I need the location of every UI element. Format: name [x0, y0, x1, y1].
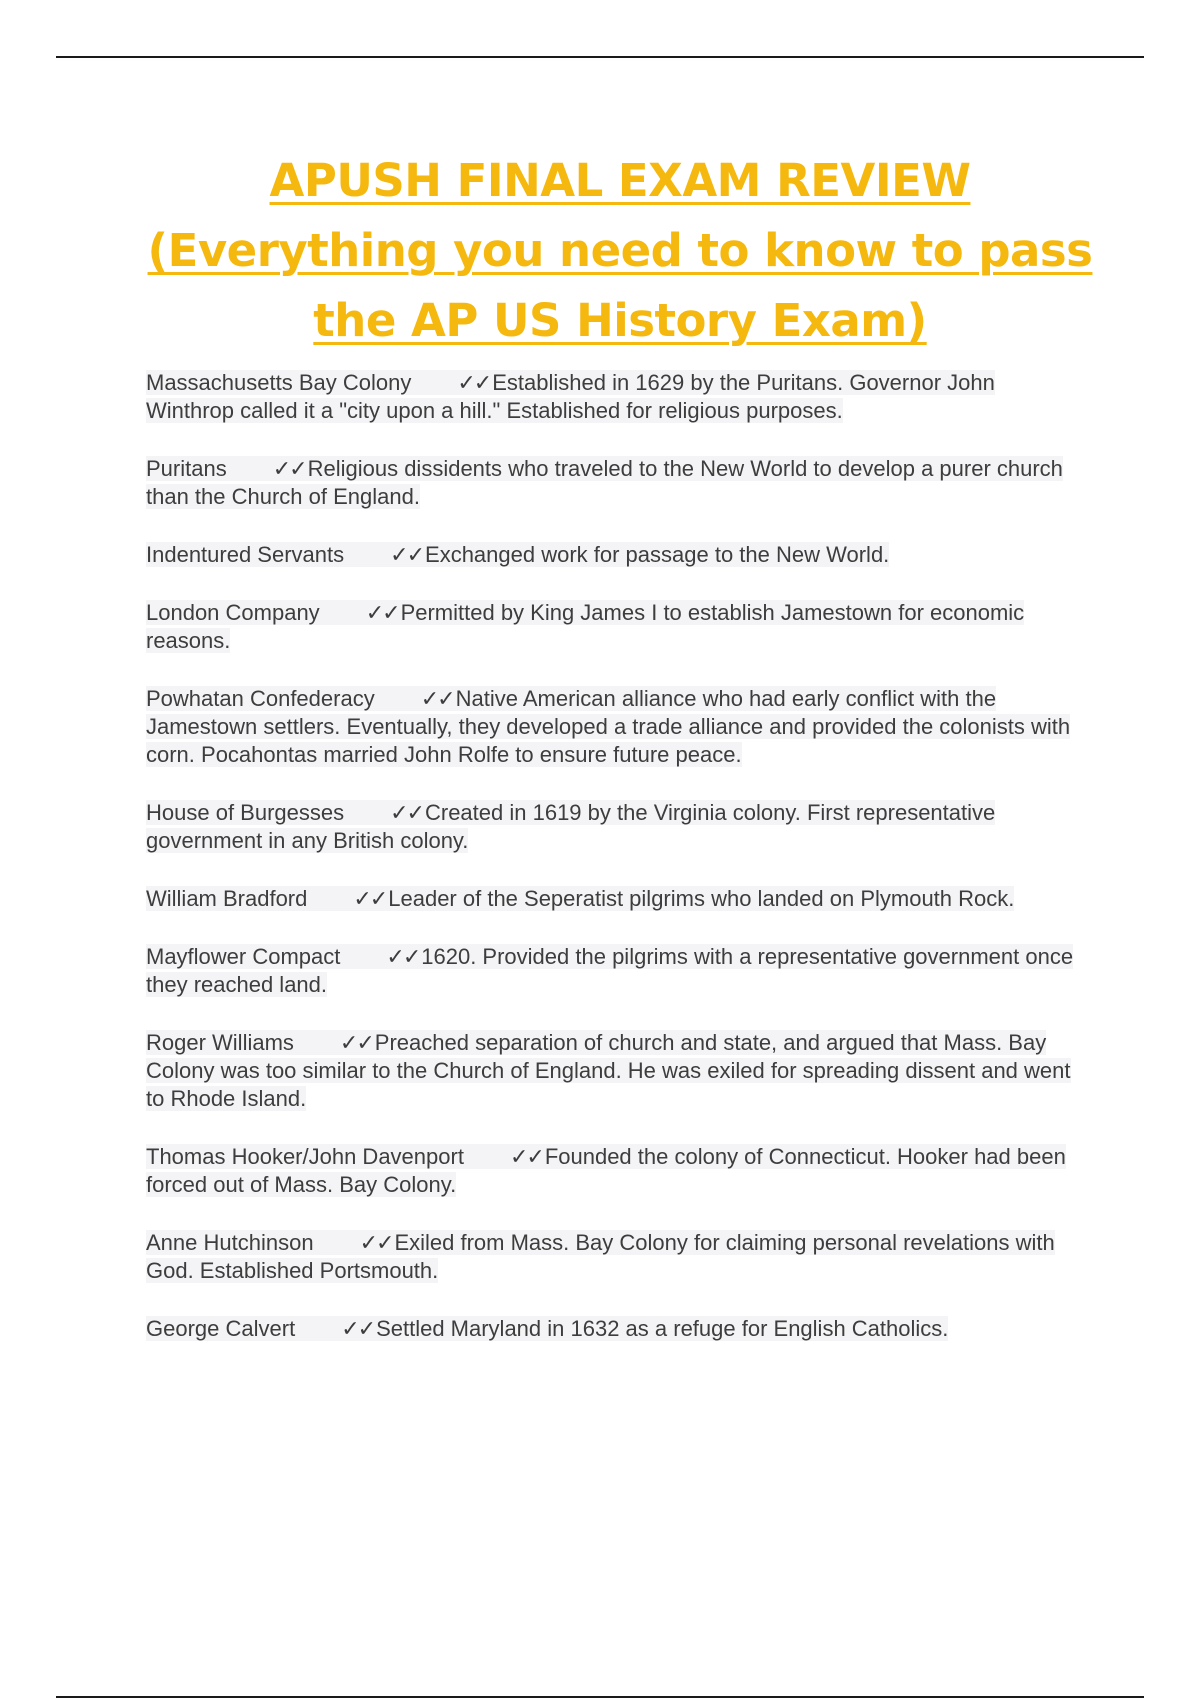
top-rule — [56, 56, 1144, 58]
double-check-icon: ✓✓ — [353, 886, 387, 911]
glossary-entry — [146, 943, 1086, 999]
glossary-list — [146, 369, 1086, 1373]
page-title: APUSH FINAL EXAM REVIEW (Everything you need to know to pass the AP US History Exam) — [147, 154, 1093, 347]
double-check-icon: ✓✓ — [365, 600, 399, 625]
double-check-icon: ✓✓ — [420, 686, 454, 711]
double-check-icon: ✓✓ — [341, 1316, 375, 1341]
glossary-entry — [146, 1029, 1086, 1113]
entry-definition: Leader of the Seperatist pilgrims who landed on Plymouth Rock. — [388, 886, 1015, 911]
entry-definition: Native American alliance who had early conflict with the Jamestown settlers. Eventually, they developed a trade alliance and provided the colonists with corn. Pocahontas married John Rolfe to ensure future peace. — [146, 686, 1071, 767]
entry-definition: Created in 1619 by the Virginia colony. First representative government in any British colony. — [146, 800, 996, 853]
entry-term: Thomas Hooker/John Davenport — [146, 1144, 464, 1169]
entry-term: Puritans — [146, 456, 227, 481]
entry-definition: Preached separation of church and state, and argued that Mass. Bay Colony was too similar to the Church of England. He was exiled for spreading dissent and went to Rhode Island. — [146, 1030, 1071, 1111]
entry-definition: 1620. Provided the pilgrims with a representative government once they reached land. — [146, 944, 1074, 997]
glossary-entry — [146, 885, 1086, 913]
double-check-icon: ✓✓ — [390, 800, 423, 825]
entry-term: House of Burgesses — [146, 800, 345, 825]
double-check-icon: ✓✓ — [359, 1230, 393, 1255]
double-check-icon: ✓✓ — [272, 456, 306, 481]
entry-term: George Calvert — [146, 1316, 296, 1341]
entry-definition: Founded the colony of Connecticut. Hooker had been forced out of Mass. Bay Colony. — [146, 1144, 1066, 1197]
entry-term: William Bradford — [146, 886, 308, 911]
double-check-icon: ✓✓ — [386, 944, 420, 969]
glossary-entry — [146, 1229, 1086, 1285]
glossary-entry — [146, 799, 1086, 855]
double-check-icon: ✓✓ — [457, 370, 491, 395]
entry-definition: Exchanged work for passage to the New World. — [425, 542, 890, 567]
entry-term: Indentured Servants — [146, 542, 345, 567]
entry-term: Mayflower Compact — [146, 944, 341, 969]
glossary-entry — [146, 1315, 1086, 1343]
entry-definition: Settled Maryland in 1632 as a refuge for English Catholics. — [376, 1316, 949, 1341]
bottom-rule — [56, 1696, 1144, 1698]
double-check-icon: ✓✓ — [390, 542, 424, 567]
glossary-entry — [146, 1143, 1086, 1199]
double-check-icon: ✓✓ — [509, 1144, 543, 1169]
entry-term: Anne Hutchinson — [146, 1230, 314, 1255]
entry-term: Massachusetts Bay Colony — [146, 370, 412, 395]
entry-term: London Company — [146, 600, 320, 625]
glossary-entry — [146, 599, 1086, 655]
entry-term: Powhatan Confederacy — [146, 686, 375, 711]
glossary-entry — [146, 685, 1086, 769]
glossary-entry — [146, 455, 1086, 511]
entry-definition: Religious dissidents who traveled to the New World to develop a purer church than the Church of England. — [146, 456, 1063, 509]
entry-definition: Exiled from Mass. Bay Colony for claiming personal revelations with God. Established Portsmouth. — [146, 1230, 1055, 1283]
entry-term: Roger Williams — [146, 1030, 294, 1055]
entry-definition: Permitted by King James I to establish Jamestown for economic reasons. — [146, 600, 1025, 653]
entry-definition: Established in 1629 by the Puritans. Governor John Winthrop called it a "city upon a hill." Established for religious purposes. — [146, 370, 995, 423]
glossary-entry — [146, 369, 1086, 425]
glossary-entry — [146, 541, 1086, 569]
double-check-icon: ✓✓ — [339, 1030, 373, 1055]
